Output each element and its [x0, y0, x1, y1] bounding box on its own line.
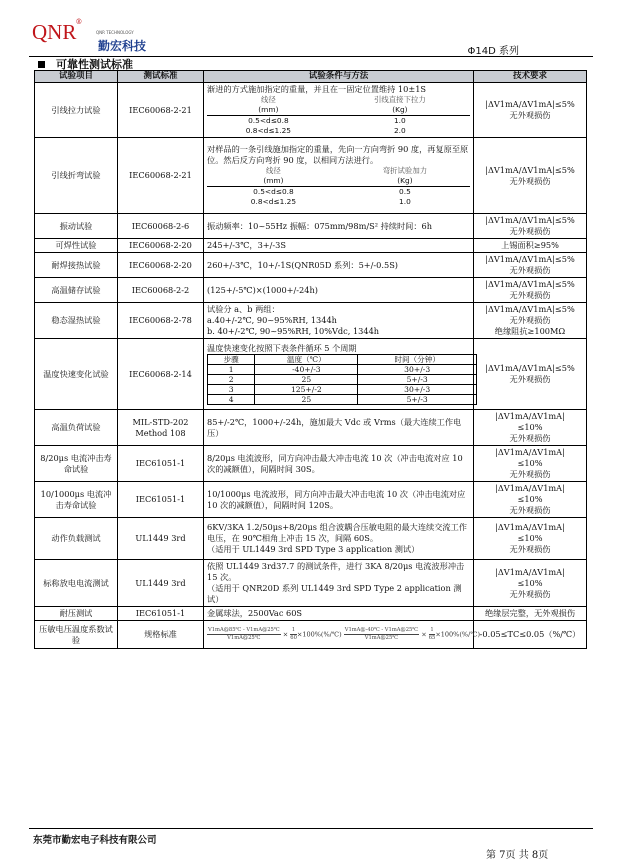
requirement-line: 无外观损伤	[509, 374, 551, 384]
formula-numerator: V1mA@-40℃ - V1mA@25℃	[344, 627, 419, 633]
requirement-line: 无外观损伤	[509, 290, 551, 300]
cycle-cell: -40+/-3	[255, 365, 358, 375]
table-header-row	[35, 71, 587, 83]
requirement-line: |ΔV1mA/ΔV1mA|	[495, 522, 565, 532]
condition-text: 渐进的方式施加指定的重量，并且在一固定位置维持 10±1S	[207, 84, 427, 94]
cycle-cell: 25	[255, 375, 358, 385]
test-condition	[204, 518, 474, 560]
cycle-cell: 5+/-3	[358, 395, 477, 405]
bullet-square-icon	[38, 61, 45, 68]
test-item: 标称放电电流测试	[35, 560, 118, 607]
cycle-cell: 2	[208, 375, 255, 385]
test-requirement	[474, 303, 587, 339]
cycle-cell: 1	[208, 365, 255, 375]
condition-text: 85+/-2℃，1000+/-24h，施加最大 Vdc 或 Vrms（最大连续工作电压）	[207, 416, 462, 438]
test-item: 动作负载测试	[35, 518, 118, 560]
sub-cell: 0.8<d≤1.25	[250, 197, 297, 206]
test-standard: IEC60068-2-2	[118, 278, 204, 303]
formula-fraction	[207, 627, 281, 642]
test-requirement	[474, 518, 587, 560]
test-item: 耐焊接热试验	[35, 253, 118, 278]
test-requirement	[474, 214, 587, 239]
requirement-line: 无外观损伤	[509, 544, 551, 554]
sub-cell: 1.0	[399, 197, 411, 206]
requirement-line: |ΔV1mA/ΔV1mA|	[495, 411, 565, 421]
cycle-header: 时间（分钟）	[358, 355, 477, 365]
test-requirement	[474, 621, 587, 649]
table-row	[35, 446, 587, 482]
cycle-table	[207, 354, 477, 405]
test-standard: IEC60068-2-78	[118, 303, 204, 339]
table-row	[35, 303, 587, 339]
table-row	[35, 339, 587, 410]
test-item: 引线折弯试验	[35, 138, 118, 214]
sub-cell: 2.0	[393, 126, 406, 135]
condition-text: (125+/-5℃)×(1000+/-24h)	[207, 284, 318, 295]
test-requirement	[474, 560, 587, 607]
test-condition	[204, 607, 474, 621]
requirement-line: 无外观损伤	[509, 505, 551, 515]
condition-line: 试验分 a、b 两组：	[207, 304, 280, 314]
header-requirement: 技术要求	[474, 71, 587, 83]
tc-formula: $\frac{V1mA@85℃ - V1mA@25℃}{V1mA@25℃}$ × $\frac{1}{60}$ ×100%(%/℃) $\frac{V1mA@-40℃ - V1mA@25℃}{V1mA@25℃}$ × $\frac{1}{65}$ ×100%(%/℃)	[208, 627, 481, 641]
reliability-table	[34, 70, 587, 649]
test-item: 压敏电压温度系数试验	[35, 621, 118, 649]
section-title: 可靠性测试标准	[38, 56, 133, 72]
condition-text: 对样品的一条引线施加指定的重量，先向一方向弯折 90 度，再复原至原位。然后反方向弯折 90 度，以相同方法进行。	[207, 144, 469, 165]
formula-multiplier: $\frac{1}{60}$	[290, 627, 297, 641]
formula-tail: ×100%(%/℃)	[296, 630, 342, 639]
test-standard: IEC60068-2-20	[118, 253, 204, 278]
sub-cell: 0.5<d≤0.8	[253, 187, 294, 196]
condition-line: b. 40+/-2℃, 90~95%RH, 10%Vdc, 1344h	[207, 326, 380, 336]
test-condition	[204, 560, 474, 607]
test-condition	[204, 482, 474, 518]
condition-line: （适用于 UL1449 3rd SPD Type 3 application 测试）	[207, 544, 420, 554]
test-condition	[204, 83, 474, 138]
logo-chinese: 勤宏科技	[98, 39, 147, 53]
requirement-line: 无外观损伤	[509, 588, 551, 599]
cycle-cell: 30+/-3	[358, 365, 477, 375]
cycle-cell: 5+/-3	[358, 375, 477, 385]
test-requirement	[474, 239, 587, 253]
condition-text: 8/20μs 电流波形，同方向冲击最大冲击电流 10 次（冲击电流对应 10 次的减额值），间隔时间 30S。	[207, 452, 463, 474]
test-condition	[204, 446, 474, 482]
page-number: 第 7页 共 8页	[486, 850, 549, 861]
requirement-line: 无外观损伤	[509, 433, 551, 443]
requirement-line: ≤10%	[517, 458, 543, 468]
requirement-line: ≤10%	[517, 422, 543, 432]
header-condition: 试验条件与方法	[204, 71, 474, 83]
test-condition	[204, 138, 474, 214]
test-requirement	[474, 138, 587, 214]
test-standard: IEC61051-1	[118, 482, 204, 518]
test-standard: IEC61051-1	[118, 446, 204, 482]
sub-header: 线径	[266, 166, 281, 175]
footer-company: 东莞市勤宏电子科技有限公司	[33, 835, 157, 846]
condition-line: 6KV/3KA 1.2/50μs+8/20μs 组合波耦合压敏电阻的最大连续交流工作电压，在 90℃相角上冲击 15 次，间隔 60S。	[207, 522, 467, 543]
test-requirement	[474, 607, 587, 621]
condition-line: a.40+/-2℃, 90~95%RH, 1344h	[207, 315, 337, 325]
sub-header: 弯折试验加力	[382, 166, 428, 175]
test-item: 高温负荷试验	[35, 410, 118, 446]
sub-cell: 0.5<d≤0.8	[248, 116, 289, 125]
sub-unit: (Kg)	[330, 105, 470, 116]
requirement-line: 无外观损伤	[509, 265, 551, 275]
requirement-line: |ΔV1mA/ΔV1mA|≤5%	[485, 99, 575, 109]
condition-text: 10/1000μs 电流波形，同方向冲击最大冲击电流 10 次（冲击电流对应 10 次的减额值），间隔时间 120S。	[207, 488, 466, 510]
sub-header: 引线直接下拉力	[374, 95, 426, 104]
table-row	[35, 253, 587, 278]
test-condition	[204, 410, 474, 446]
test-standard: IEC60068-2-20	[118, 239, 204, 253]
requirement-line: -0.05≤TC≤0.05（%/℃）	[479, 629, 581, 639]
test-requirement	[474, 83, 587, 138]
test-requirement	[474, 410, 587, 446]
table-row	[35, 560, 587, 607]
test-condition	[204, 339, 474, 410]
test-item: 可焊性试验	[35, 239, 118, 253]
test-requirement	[474, 278, 587, 303]
requirement-line: ≤10%	[517, 533, 543, 543]
requirement-line: |ΔV1mA/ΔV1mA|≤5%	[485, 363, 575, 373]
requirement-line: |ΔV1mA/ΔV1mA|	[495, 483, 565, 493]
table-row	[35, 83, 587, 138]
logo-text: QNR	[32, 20, 77, 44]
condition-text: 温度快速变化按照下表条件循环 5 个周期	[207, 343, 357, 353]
formula-multiplier: $\frac{1}{65}$	[428, 627, 436, 641]
requirement-line: 无外观损伤	[509, 315, 551, 325]
test-requirement	[474, 446, 587, 482]
sub-unit: (mm)	[207, 176, 340, 187]
footer-rule	[29, 828, 593, 829]
test-item: 10/1000μs 电流冲击寿命试验	[35, 482, 118, 518]
table-row	[35, 138, 587, 214]
condition-text: 振动频率：10~55Hz 振幅：075mm/98m/S² 持续时间：6h	[207, 220, 433, 231]
test-standard: IEC61051-1	[118, 607, 204, 621]
requirement-line: 无外观损伤	[509, 110, 551, 120]
requirement-line: |ΔV1mA/ΔV1mA|≤5%	[485, 304, 575, 314]
condition-text: 金属球法，2500Vac 60S	[207, 608, 303, 618]
requirement-line: |ΔV1mA/ΔV1mA|≤5%	[485, 254, 575, 264]
requirement-line: 上锡面积≥95%	[501, 240, 559, 250]
sub-cell: 0.8<d≤1.25	[245, 126, 292, 135]
test-condition	[204, 214, 474, 239]
formula-numerator: V1mA@85℃ - V1mA@25℃	[208, 627, 280, 633]
sub-header: 线径	[260, 95, 276, 104]
test-condition	[204, 621, 481, 649]
cycle-cell: 4	[208, 395, 255, 405]
formula-denominator: V1mA@25℃	[227, 635, 261, 641]
formula-fraction	[344, 627, 419, 642]
sub-cell: 1.0	[393, 116, 406, 125]
sub-unit: (mm)	[207, 105, 330, 116]
table-row	[35, 278, 587, 303]
test-item: 振动试验	[35, 214, 118, 239]
table-row	[35, 518, 587, 560]
spec-subtable	[207, 166, 470, 207]
test-standard: IEC60068-2-14	[118, 339, 204, 410]
cycle-header: 步骤	[208, 355, 255, 365]
table-row	[35, 410, 587, 446]
condition-text: 245+/-3℃，3+/-3S	[207, 240, 286, 250]
requirement-line: |ΔV1mA/ΔV1mA|≤5%	[485, 279, 575, 289]
cycle-cell: 125+/-2	[255, 385, 358, 395]
sub-unit: (Kg)	[340, 176, 470, 187]
test-requirement	[474, 339, 587, 410]
test-item: 耐压测试	[35, 607, 118, 621]
test-item: 稳态湿热试验	[35, 303, 118, 339]
requirement-line: 绝缘阻抗≥100MΩ	[494, 326, 566, 336]
product-series: Φ14D 系列	[467, 46, 519, 57]
requirement-line: |ΔV1mA/ΔV1mA|	[495, 566, 565, 577]
table-row	[35, 607, 587, 621]
test-requirement	[474, 253, 587, 278]
requirement-line: 无外观损伤	[509, 175, 551, 186]
test-item: 高温储存试验	[35, 278, 118, 303]
company-logo	[32, 18, 147, 53]
table-row	[35, 621, 587, 649]
requirement-line: |ΔV1mA/ΔV1mA|	[495, 447, 565, 457]
formula-tail: ×100%(%/℃)	[435, 630, 481, 639]
sub-cell: 0.5	[399, 187, 411, 196]
cycle-cell: 25	[255, 395, 358, 405]
requirement-line: 无外观损伤	[509, 226, 551, 236]
test-standard: IEC60068-2-21	[118, 138, 204, 214]
test-requirement	[474, 482, 587, 518]
header-item: 试验项目	[35, 71, 118, 83]
table-row	[35, 239, 587, 253]
cycle-cell: 30+/-3	[358, 385, 477, 395]
test-condition	[204, 239, 474, 253]
requirement-line: |ΔV1mA/ΔV1mA|≤5%	[485, 164, 575, 175]
condition-line: 依照 UL1449 3rd37.7 的测试条件，进行 3KA 8/20μs 电流波形冲击 15 次。	[207, 561, 465, 582]
condition-text: 260+/-3℃，10+/-1S(QNR05D 系列：5+/-0.5S)	[207, 259, 398, 270]
test-standard: IEC60068-2-21	[118, 83, 204, 138]
requirement-line: ≤10%	[517, 577, 543, 588]
requirement-line: |ΔV1mA/ΔV1mA|≤5%	[485, 215, 575, 225]
requirement-line: 绝缘层完整，无外观损伤	[484, 608, 576, 618]
test-item: 温度快速变化试验	[35, 339, 118, 410]
formula-denominator: V1mA@25℃	[364, 635, 399, 641]
header-standard: 测试标准	[118, 71, 204, 83]
requirement-line: 无外观损伤	[509, 469, 551, 479]
registered-mark: ®	[75, 18, 83, 26]
test-standard: 规格标准	[118, 621, 204, 649]
test-item: 引线拉力试验	[35, 83, 118, 138]
cycle-cell: 3	[208, 385, 255, 395]
test-condition	[204, 253, 474, 278]
test-condition	[204, 303, 474, 339]
test-item: 8/20μs 电流冲击寿命试验	[35, 446, 118, 482]
condition-line: （适用于 QNR20D 系列 UL1449 3rd SPD Type 2 application 测试）	[207, 583, 462, 604]
table-row	[35, 482, 587, 518]
table-row	[35, 214, 587, 239]
test-standard: MIL-STD-202 Method 108	[118, 410, 204, 446]
test-standard: IEC60068-2-6	[118, 214, 204, 239]
logo-english: QNR TECHNOLOGY	[96, 30, 134, 35]
cycle-header: 温度（℃）	[255, 355, 358, 365]
requirement-line: ≤10%	[517, 494, 543, 504]
test-standard: UL1449 3rd	[118, 560, 204, 607]
spec-subtable	[207, 95, 470, 136]
test-standard: UL1449 3rd	[118, 518, 204, 560]
test-condition	[204, 278, 474, 303]
